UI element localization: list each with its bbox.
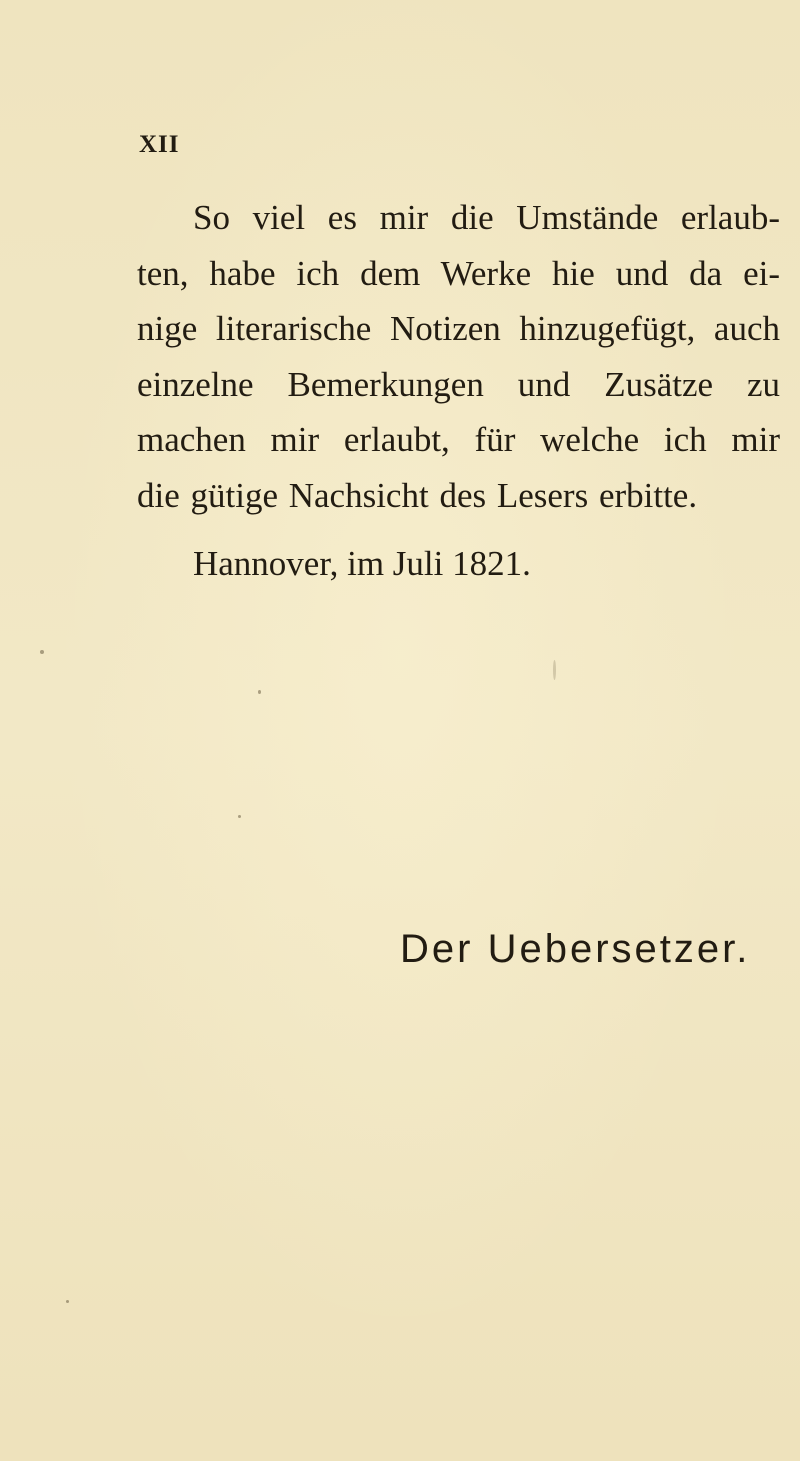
text-line: So viel es mir die Umstände erlaub-: [193, 198, 780, 237]
paper-speck: [258, 690, 261, 694]
text-line: die gütige Nachsicht des Lesers erbitte.: [137, 475, 698, 515]
signature: Der Uebersetzer.: [400, 927, 751, 971]
paper-speck: [553, 660, 556, 680]
place-date: Hannover, im Juli 1821.: [193, 544, 531, 583]
text-line: einzelne Bemerkungen und Zusätze zu: [137, 364, 780, 404]
text-line: ten, habe ich dem Werke hie und da ei-: [137, 253, 780, 293]
paper-speck: [66, 1300, 69, 1303]
text-line: machen mir erlaubt, für welche ich mir: [137, 420, 780, 459]
text-line: nige literarische Notizen hinzugefügt, auch: [137, 309, 780, 348]
paper-speck: [238, 815, 241, 818]
body-paragraph: [137, 190, 780, 523]
paper-speck: [40, 650, 44, 654]
page-number: XII: [139, 131, 180, 158]
